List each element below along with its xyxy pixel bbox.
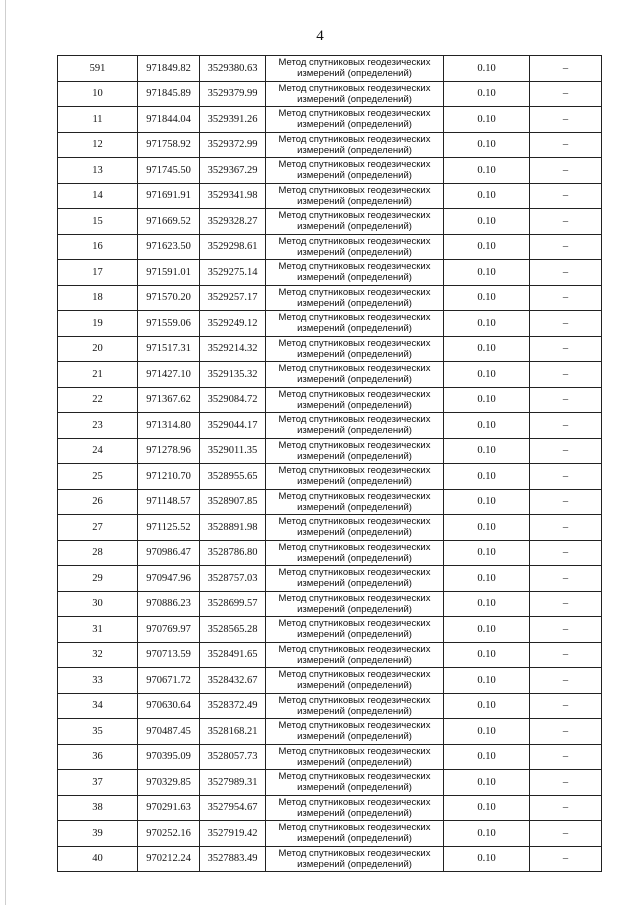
y-coordinate-cell: 3527883.49 xyxy=(200,846,266,872)
method-line-1: Метод спутниковых геодезических xyxy=(278,592,431,604)
x-coordinate-cell: 970769.97 xyxy=(138,617,200,643)
accuracy-cell: 0.10 xyxy=(444,158,530,184)
point-number-cell: 12 xyxy=(58,132,138,158)
accuracy-cell: 0.10 xyxy=(444,311,530,337)
method-line-1: Метод спутниковых геодезических xyxy=(278,108,431,120)
description-cell: – xyxy=(530,234,602,260)
description-cell: – xyxy=(530,336,602,362)
y-coordinate-cell: 3529275.14 xyxy=(200,260,266,286)
description-cell: – xyxy=(530,56,602,82)
x-coordinate-cell: 971758.92 xyxy=(138,132,200,158)
table-body xyxy=(58,56,602,872)
table-row xyxy=(58,846,602,872)
table-row xyxy=(58,566,602,592)
point-number-cell: 20 xyxy=(58,336,138,362)
x-coordinate-cell: 971125.52 xyxy=(138,515,200,541)
method-line-1: Метод спутниковых геодезических xyxy=(278,567,431,579)
description-cell: – xyxy=(530,591,602,617)
method-line-2: измерений (определений) xyxy=(297,399,412,411)
x-coordinate-cell: 971691.91 xyxy=(138,183,200,209)
description-cell: – xyxy=(530,719,602,745)
point-number-cell: 22 xyxy=(58,387,138,413)
accuracy-cell: 0.10 xyxy=(444,107,530,133)
accuracy-cell: 0.10 xyxy=(444,744,530,770)
description-cell: – xyxy=(530,311,602,337)
method-cell xyxy=(266,489,444,515)
method-line-2: измерений (определений) xyxy=(297,272,412,284)
x-coordinate-cell: 971845.89 xyxy=(138,81,200,107)
method-line-2: измерений (определений) xyxy=(297,629,412,641)
method-cell xyxy=(266,362,444,388)
method-line-1: Метод спутниковых геодезических xyxy=(278,388,431,400)
x-coordinate-cell: 970252.16 xyxy=(138,821,200,847)
point-number-cell: 25 xyxy=(58,464,138,490)
method-cell xyxy=(266,81,444,107)
method-cell xyxy=(266,56,444,82)
point-number-cell: 27 xyxy=(58,515,138,541)
point-number-cell: 29 xyxy=(58,566,138,592)
method-line-1: Метод спутниковых геодезических xyxy=(278,337,431,349)
method-line-2: измерений (определений) xyxy=(297,246,412,258)
table-row xyxy=(58,209,602,235)
y-coordinate-cell: 3529379.99 xyxy=(200,81,266,107)
point-number-cell: 28 xyxy=(58,540,138,566)
point-number-cell: 39 xyxy=(58,821,138,847)
table-row xyxy=(58,362,602,388)
method-line-1: Метод спутниковых геодезических xyxy=(278,312,431,324)
description-cell: – xyxy=(530,642,602,668)
y-coordinate-cell: 3529044.17 xyxy=(200,413,266,439)
point-number-cell: 19 xyxy=(58,311,138,337)
y-coordinate-cell: 3528432.67 xyxy=(200,668,266,694)
point-number-cell: 37 xyxy=(58,770,138,796)
x-coordinate-cell: 971570.20 xyxy=(138,285,200,311)
description-cell: – xyxy=(530,132,602,158)
method-cell xyxy=(266,158,444,184)
method-line-2: измерений (определений) xyxy=(297,501,412,513)
method-line-2: измерений (определений) xyxy=(297,297,412,309)
x-coordinate-cell: 970947.96 xyxy=(138,566,200,592)
method-cell xyxy=(266,387,444,413)
x-coordinate-cell: 971210.70 xyxy=(138,464,200,490)
method-cell xyxy=(266,285,444,311)
accuracy-cell: 0.10 xyxy=(444,693,530,719)
method-line-2: измерений (определений) xyxy=(297,858,412,870)
accuracy-cell: 0.10 xyxy=(444,464,530,490)
y-coordinate-cell: 3529380.63 xyxy=(200,56,266,82)
method-cell xyxy=(266,209,444,235)
y-coordinate-cell: 3528491.65 xyxy=(200,642,266,668)
table-row xyxy=(58,642,602,668)
method-line-1: Метод спутниковых геодезических xyxy=(278,363,431,375)
description-cell: – xyxy=(530,693,602,719)
accuracy-cell: 0.10 xyxy=(444,183,530,209)
method-line-1: Метод спутниковых геодезических xyxy=(278,414,431,426)
method-cell xyxy=(266,719,444,745)
accuracy-cell: 0.10 xyxy=(444,540,530,566)
table-row xyxy=(58,744,602,770)
method-line-1: Метод спутниковых геодезических xyxy=(278,720,431,732)
y-coordinate-cell: 3529257.17 xyxy=(200,285,266,311)
x-coordinate-cell: 970671.72 xyxy=(138,668,200,694)
point-number-cell: 17 xyxy=(58,260,138,286)
method-line-2: измерений (определений) xyxy=(297,119,412,131)
x-coordinate-cell: 971367.62 xyxy=(138,387,200,413)
accuracy-cell: 0.10 xyxy=(444,795,530,821)
point-number-cell: 16 xyxy=(58,234,138,260)
description-cell: – xyxy=(530,744,602,770)
table-row xyxy=(58,260,602,286)
y-coordinate-cell: 3529011.35 xyxy=(200,438,266,464)
method-line-2: измерений (определений) xyxy=(297,680,412,692)
description-cell: – xyxy=(530,821,602,847)
x-coordinate-cell: 971591.01 xyxy=(138,260,200,286)
table-row xyxy=(58,617,602,643)
y-coordinate-cell: 3529249.12 xyxy=(200,311,266,337)
method-cell xyxy=(266,693,444,719)
y-coordinate-cell: 3528057.73 xyxy=(200,744,266,770)
description-cell: – xyxy=(530,260,602,286)
method-cell xyxy=(266,260,444,286)
method-cell xyxy=(266,821,444,847)
point-number-cell: 18 xyxy=(58,285,138,311)
method-line-2: измерений (определений) xyxy=(297,731,412,743)
table-row xyxy=(58,438,602,464)
table-row xyxy=(58,56,602,82)
y-coordinate-cell: 3528891.98 xyxy=(200,515,266,541)
method-cell xyxy=(266,540,444,566)
point-number-cell: 23 xyxy=(58,413,138,439)
x-coordinate-cell: 971669.52 xyxy=(138,209,200,235)
accuracy-cell: 0.10 xyxy=(444,719,530,745)
point-number-cell: 26 xyxy=(58,489,138,515)
table-row xyxy=(58,285,602,311)
method-line-2: измерений (определений) xyxy=(297,170,412,182)
method-cell xyxy=(266,438,444,464)
table-row xyxy=(58,515,602,541)
accuracy-cell: 0.10 xyxy=(444,132,530,158)
accuracy-cell: 0.10 xyxy=(444,209,530,235)
description-cell: – xyxy=(530,846,602,872)
page-number: 4 xyxy=(316,28,324,44)
description-cell: – xyxy=(530,158,602,184)
accuracy-cell: 0.10 xyxy=(444,566,530,592)
method-line-1: Метод спутниковых геодезических xyxy=(278,235,431,247)
point-number-cell: 11 xyxy=(58,107,138,133)
method-line-2: измерений (определений) xyxy=(297,705,412,717)
point-number-cell: 35 xyxy=(58,719,138,745)
method-line-1: Метод спутниковых геодезических xyxy=(278,822,431,834)
method-cell xyxy=(266,566,444,592)
method-cell xyxy=(266,591,444,617)
point-number-cell: 21 xyxy=(58,362,138,388)
y-coordinate-cell: 3528907.85 xyxy=(200,489,266,515)
method-line-2: измерений (определений) xyxy=(297,578,412,590)
accuracy-cell: 0.10 xyxy=(444,617,530,643)
y-coordinate-cell: 3529341.98 xyxy=(200,183,266,209)
table-row xyxy=(58,693,602,719)
method-line-1: Метод спутниковых геодезических xyxy=(278,643,431,655)
x-coordinate-cell: 971278.96 xyxy=(138,438,200,464)
method-line-1: Метод спутниковых геодезических xyxy=(278,516,431,528)
x-coordinate-cell: 970395.09 xyxy=(138,744,200,770)
accuracy-cell: 0.10 xyxy=(444,336,530,362)
method-line-2: измерений (определений) xyxy=(297,654,412,666)
x-coordinate-cell: 971314.80 xyxy=(138,413,200,439)
method-line-1: Метод спутниковых геодезических xyxy=(278,745,431,757)
y-coordinate-cell: 3527919.42 xyxy=(200,821,266,847)
method-line-2: измерений (определений) xyxy=(297,323,412,335)
method-cell xyxy=(266,770,444,796)
y-coordinate-cell: 3527954.67 xyxy=(200,795,266,821)
accuracy-cell: 0.10 xyxy=(444,438,530,464)
description-cell: – xyxy=(530,285,602,311)
x-coordinate-cell: 971745.50 xyxy=(138,158,200,184)
method-cell xyxy=(266,744,444,770)
point-number-cell: 10 xyxy=(58,81,138,107)
method-line-1: Метод спутниковых геодезических xyxy=(278,210,431,222)
point-number-cell: 24 xyxy=(58,438,138,464)
accuracy-cell: 0.10 xyxy=(444,234,530,260)
description-cell: – xyxy=(530,438,602,464)
description-cell: – xyxy=(530,209,602,235)
y-coordinate-cell: 3527989.31 xyxy=(200,770,266,796)
accuracy-cell: 0.10 xyxy=(444,591,530,617)
description-cell: – xyxy=(530,566,602,592)
table-row xyxy=(58,336,602,362)
accuracy-cell: 0.10 xyxy=(444,846,530,872)
y-coordinate-cell: 3528699.57 xyxy=(200,591,266,617)
accuracy-cell: 0.10 xyxy=(444,56,530,82)
method-cell xyxy=(266,617,444,643)
x-coordinate-cell: 970713.59 xyxy=(138,642,200,668)
point-number-cell: 38 xyxy=(58,795,138,821)
point-number-cell: 15 xyxy=(58,209,138,235)
y-coordinate-cell: 3528565.28 xyxy=(200,617,266,643)
accuracy-cell: 0.10 xyxy=(444,81,530,107)
x-coordinate-cell: 970986.47 xyxy=(138,540,200,566)
description-cell: – xyxy=(530,464,602,490)
description-cell: – xyxy=(530,81,602,107)
method-line-1: Метод спутниковых геодезических xyxy=(278,133,431,145)
y-coordinate-cell: 3528372.49 xyxy=(200,693,266,719)
table-row xyxy=(58,464,602,490)
accuracy-cell: 0.10 xyxy=(444,387,530,413)
method-cell xyxy=(266,668,444,694)
method-line-1: Метод спутниковых геодезических xyxy=(278,847,431,859)
coordinates-table xyxy=(57,55,602,872)
x-coordinate-cell: 970487.45 xyxy=(138,719,200,745)
table-row xyxy=(58,719,602,745)
method-line-1: Метод спутниковых геодезических xyxy=(278,439,431,451)
y-coordinate-cell: 3529135.32 xyxy=(200,362,266,388)
table-row xyxy=(58,311,602,337)
table-row xyxy=(58,183,602,209)
method-line-2: измерений (определений) xyxy=(297,348,412,360)
method-line-2: измерений (определений) xyxy=(297,476,412,488)
method-cell xyxy=(266,642,444,668)
y-coordinate-cell: 3529367.29 xyxy=(200,158,266,184)
point-number-cell: 40 xyxy=(58,846,138,872)
accuracy-cell: 0.10 xyxy=(444,642,530,668)
method-line-1: Метод спутниковых геодезических xyxy=(278,618,431,630)
accuracy-cell: 0.10 xyxy=(444,362,530,388)
method-cell xyxy=(266,132,444,158)
method-line-2: измерений (определений) xyxy=(297,93,412,105)
method-cell xyxy=(266,183,444,209)
method-line-1: Метод спутниковых геодезических xyxy=(278,159,431,171)
table-row xyxy=(58,387,602,413)
x-coordinate-cell: 970212.24 xyxy=(138,846,200,872)
y-coordinate-cell: 3529214.32 xyxy=(200,336,266,362)
point-number-cell: 33 xyxy=(58,668,138,694)
accuracy-cell: 0.10 xyxy=(444,821,530,847)
x-coordinate-cell: 971148.57 xyxy=(138,489,200,515)
method-line-1: Метод спутниковых геодезических xyxy=(278,261,431,273)
point-number-cell: 30 xyxy=(58,591,138,617)
method-line-2: измерений (определений) xyxy=(297,450,412,462)
y-coordinate-cell: 3528955.65 xyxy=(200,464,266,490)
y-coordinate-cell: 3528786.80 xyxy=(200,540,266,566)
method-line-2: измерений (определений) xyxy=(297,425,412,437)
x-coordinate-cell: 971559.06 xyxy=(138,311,200,337)
accuracy-cell: 0.10 xyxy=(444,260,530,286)
accuracy-cell: 0.10 xyxy=(444,668,530,694)
accuracy-cell: 0.10 xyxy=(444,285,530,311)
description-cell: – xyxy=(530,183,602,209)
method-line-2: измерений (определений) xyxy=(297,527,412,539)
method-cell xyxy=(266,795,444,821)
method-cell xyxy=(266,515,444,541)
y-coordinate-cell: 3528168.21 xyxy=(200,719,266,745)
point-number-cell: 34 xyxy=(58,693,138,719)
table-row xyxy=(58,413,602,439)
method-line-1: Метод спутниковых геодезических xyxy=(278,669,431,681)
x-coordinate-cell: 970291.63 xyxy=(138,795,200,821)
method-line-2: измерений (определений) xyxy=(297,374,412,386)
description-cell: – xyxy=(530,617,602,643)
y-coordinate-cell: 3528757.03 xyxy=(200,566,266,592)
method-cell xyxy=(266,413,444,439)
description-cell: – xyxy=(530,387,602,413)
table-row xyxy=(58,132,602,158)
method-line-1: Метод спутниковых геодезических xyxy=(278,771,431,783)
table-row xyxy=(58,821,602,847)
y-coordinate-cell: 3529298.61 xyxy=(200,234,266,260)
method-line-1: Метод спутниковых геодезических xyxy=(278,465,431,477)
description-cell: – xyxy=(530,107,602,133)
point-number-cell: 13 xyxy=(58,158,138,184)
table-row xyxy=(58,795,602,821)
method-line-2: измерений (определений) xyxy=(297,603,412,615)
table-row xyxy=(58,234,602,260)
accuracy-cell: 0.10 xyxy=(444,489,530,515)
y-coordinate-cell: 3529084.72 xyxy=(200,387,266,413)
description-cell: – xyxy=(530,413,602,439)
accuracy-cell: 0.10 xyxy=(444,770,530,796)
method-cell xyxy=(266,107,444,133)
table-row xyxy=(58,107,602,133)
x-coordinate-cell: 970886.23 xyxy=(138,591,200,617)
table-row xyxy=(58,540,602,566)
point-number-cell: 31 xyxy=(58,617,138,643)
table-row xyxy=(58,81,602,107)
y-coordinate-cell: 3529372.99 xyxy=(200,132,266,158)
accuracy-cell: 0.10 xyxy=(444,413,530,439)
method-line-1: Метод спутниковых геодезических xyxy=(278,694,431,706)
table-row xyxy=(58,668,602,694)
x-coordinate-cell: 971517.31 xyxy=(138,336,200,362)
x-coordinate-cell: 971427.10 xyxy=(138,362,200,388)
y-coordinate-cell: 3529328.27 xyxy=(200,209,266,235)
x-coordinate-cell: 971849.82 xyxy=(138,56,200,82)
description-cell: – xyxy=(530,362,602,388)
page-edge-line xyxy=(5,0,6,905)
method-line-1: Метод спутниковых геодезических xyxy=(278,57,431,69)
description-cell: – xyxy=(530,489,602,515)
method-line-2: измерений (определений) xyxy=(297,782,412,794)
method-line-1: Метод спутниковых геодезических xyxy=(278,541,431,553)
method-cell xyxy=(266,311,444,337)
point-number-cell: 591 xyxy=(58,56,138,82)
point-number-cell: 14 xyxy=(58,183,138,209)
x-coordinate-cell: 971844.04 xyxy=(138,107,200,133)
table-row xyxy=(58,591,602,617)
method-cell xyxy=(266,234,444,260)
method-line-2: измерений (определений) xyxy=(297,807,412,819)
method-line-2: измерений (определений) xyxy=(297,68,412,80)
description-cell: – xyxy=(530,668,602,694)
method-line-2: измерений (определений) xyxy=(297,195,412,207)
method-line-2: измерений (определений) xyxy=(297,552,412,564)
y-coordinate-cell: 3529391.26 xyxy=(200,107,266,133)
method-line-1: Метод спутниковых геодезических xyxy=(278,286,431,298)
method-line-2: измерений (определений) xyxy=(297,756,412,768)
table-row xyxy=(58,158,602,184)
method-cell xyxy=(266,464,444,490)
method-line-2: измерений (определений) xyxy=(297,833,412,845)
description-cell: – xyxy=(530,540,602,566)
description-cell: – xyxy=(530,515,602,541)
method-line-1: Метод спутниковых геодезических xyxy=(278,184,431,196)
method-line-2: измерений (определений) xyxy=(297,144,412,156)
method-cell xyxy=(266,336,444,362)
method-line-1: Метод спутниковых геодезических xyxy=(278,82,431,94)
table-row xyxy=(58,489,602,515)
method-cell xyxy=(266,846,444,872)
x-coordinate-cell: 971623.50 xyxy=(138,234,200,260)
accuracy-cell: 0.10 xyxy=(444,515,530,541)
method-line-1: Метод спутниковых геодезических xyxy=(278,490,431,502)
x-coordinate-cell: 970630.64 xyxy=(138,693,200,719)
point-number-cell: 36 xyxy=(58,744,138,770)
method-line-1: Метод спутниковых геодезических xyxy=(278,796,431,808)
description-cell: – xyxy=(530,795,602,821)
description-cell: – xyxy=(530,770,602,796)
point-number-cell: 32 xyxy=(58,642,138,668)
x-coordinate-cell: 970329.85 xyxy=(138,770,200,796)
table-row xyxy=(58,770,602,796)
method-line-2: измерений (определений) xyxy=(297,221,412,233)
